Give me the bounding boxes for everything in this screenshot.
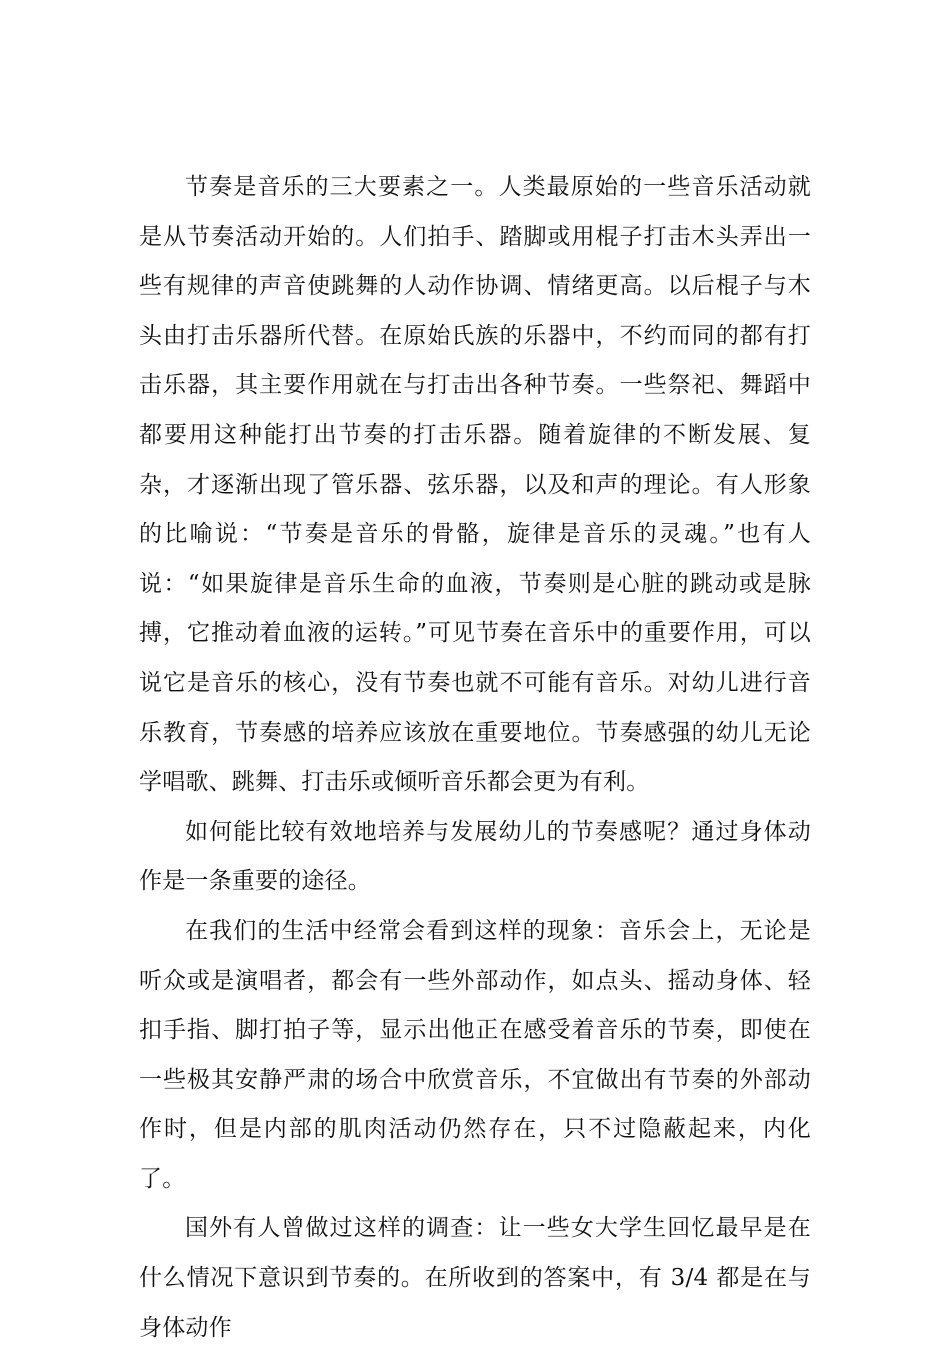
paragraph-body-movement-question: 如何能比较有效地培养与发展幼儿的节奏感呢？通过身体动作是一条重要的途径。 — [139, 818, 811, 895]
paragraph-concert-observation: 在我们的生活中经常会看到这样的现象：音乐会上，无论是听众或是演唱者，都会有一些外部动作，如点头、摇动身体、轻扣手指、脚打拍子等，显示出他正在感受着音乐的节奏，即使在一些极其安静严肃的场合中欣赏音乐，不宜做出有节奏的外部动作时，但是内部的肌肉活动仍然存在，只不过隐蔽起来，内化了。 — [139, 917, 811, 1192]
paragraph-survey: 国外有人曾做过这样的调查：让一些女大学生回忆最早是在什么情况下意识到节奏的。在所收到的答案中，有 3/4 都是在与身体动作 — [139, 1215, 811, 1341]
paragraph-rhythm-importance: 节奏是音乐的三大要素之一。人类最原始的一些音乐活动就是从节奏活动开始的。人们拍手、踏脚或用棍子打击木头弄出一些有规律的声音使跳舞的人动作协调、情绪更高。以后棍子与木头由打击乐器所代替。在原始氏族的乐器中，不约而同的都有打击乐器，其主要作用就在与打击出各种节奏。一些祭祀、舞蹈中都要用这种能打出节奏的打击乐器。随着旋律的不断发展、复杂，才逐渐出现了管乐器、弦乐器，以及和声的理论。有人形象的比喻说：“节奏是音乐的骨骼，旋律是音乐的灵魂。”也有人说：“如果旋律是音乐生命的血液，节奏则是心脏的跳动或是脉搏，它推动着血液的运转。”可见节奏在音乐中的重要作用，可以说它是音乐的核心，没有节奏也就不可能有音乐。对幼儿进行音乐教育，节奏感的培养应该放在重要地位。节奏感强的幼儿无论学唱歌、跳舞、打击乐或倾听音乐都会更为有利。 — [139, 174, 811, 796]
document-body — [139, 163, 811, 1353]
